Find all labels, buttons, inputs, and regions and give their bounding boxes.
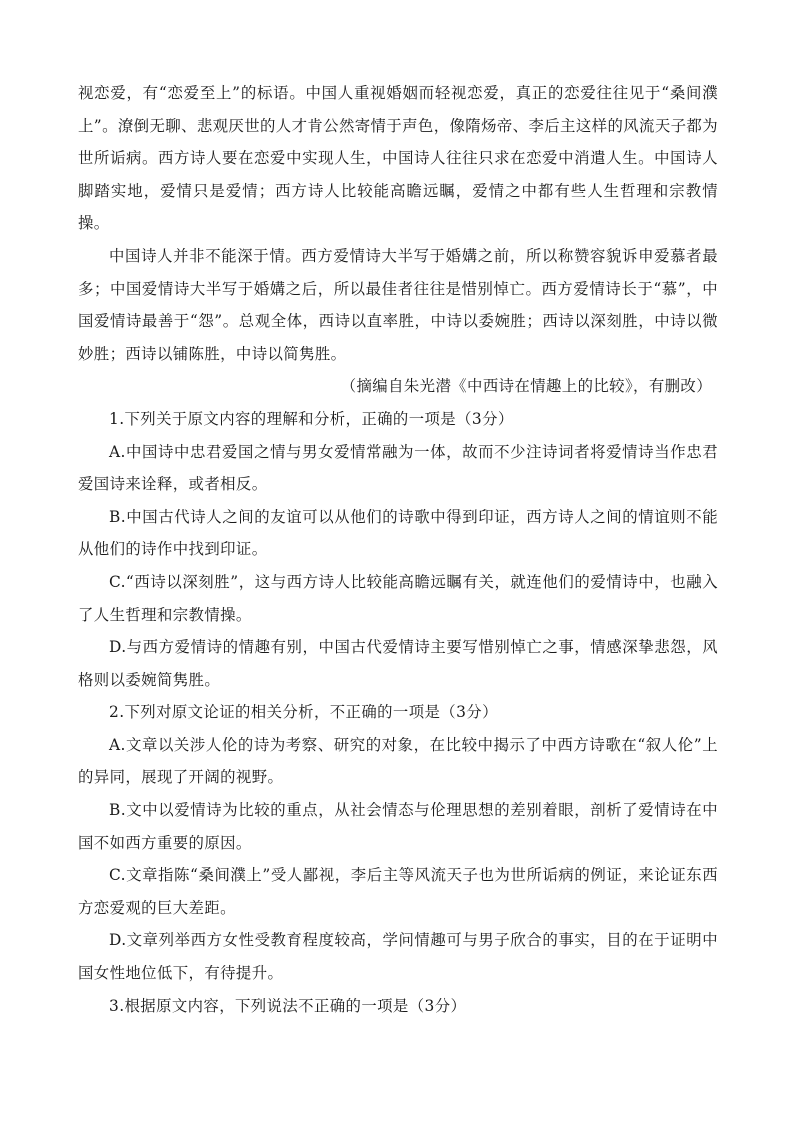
question-2-option-c: C.文章指陈“桑间濮上”受人鄙视，李后主等风流天子也为世所诟病的例证，来论证东西方恋爱观的巨大差距。 bbox=[78, 866, 718, 917]
question-1-option-c: C.“西诗以深刻胜”，这与西方诗人比较能高瞻远瞩有关，就连他们的爱情诗中，也融入了人生哲理和宗教情操。 bbox=[78, 572, 718, 624]
document-page bbox=[78, 77, 718, 1022]
question-2-option-d: D.文章列举西方女性受教育程度较高，学问情趣可与男子欣合的事实，目的在于证明中国女性地位低下，有待提升。 bbox=[78, 931, 718, 983]
question-2-option-b: B.文中以爱情诗为比较的重点，从社会情态与伦理思想的差别着眼，剖析了爱情诗在中国不如西方重要的原因。 bbox=[78, 801, 718, 852]
question-1-option-a: A.中国诗中忠君爱国之情与男女爱情常融为一体，故而不少注诗词者将爱情诗当作忠君爱国诗来诠释，或者相反。 bbox=[78, 442, 718, 494]
question-1-option-b: B.中国古代诗人之间的友谊可以从他们的诗歌中得到印证，西方诗人之间的情谊则不能从他们的诗作中找到印证。 bbox=[78, 507, 718, 559]
passage-source: （摘编自朱光潜《中西诗在情趣上的比较》，有删改） bbox=[340, 377, 712, 396]
question-2-option-a: A.文章以关涉人伦的诗为考察、研究的对象，在比较中揭示了中西方诗歌在“叙人伦”上的异同，展现了开阔的视野。 bbox=[78, 735, 718, 787]
passage-paragraph-2: 中国诗人并非不能深于情。西方爱情诗大半写于婚媾之前，所以称赞容貌诉申爱慕者最多；中国爱情诗大半写于婚媾之后，所以最佳者往往是惜别悼亡。西方爱情诗长于“慕”，中国爱情诗最善于“怨”。总观全体，西诗以直率胜，中诗以委婉胜；西诗以深刻胜，中诗以微妙胜；西诗以铺陈胜，中诗以简隽胜。 bbox=[78, 246, 718, 363]
question-3-stem: 3.根据原文内容，下列说法不正确的一项是（3分） bbox=[109, 996, 467, 1015]
question-1-stem: 1.下列关于原文内容的理解和分析，正确的一项是（3分） bbox=[109, 409, 514, 428]
question-1-option-d: D.与西方爱情诗的情趣有别，中国古代爱情诗主要写惜别悼亡之事，情感深挚悲怨，风格则以委婉简隽胜。 bbox=[78, 638, 718, 689]
question-2-stem: 2.下列对原文论证的相关分析，不正确的一项是（3分） bbox=[109, 703, 498, 722]
passage-paragraph-1: 视恋爱，有“恋爱至上”的标语。中国人重视婚姻而轻视恋爱，真正的恋爱往往见于“桑间濮上”。潦倒无聊、悲观厌世的人才肯公然寄情于声色，像隋炀帝、李后主这样的风流天子都为世所诟病。西方诗人要在恋爱中实现人生，中国诗人往往只求在恋爱中消遣人生。中国诗人脚踏实地，爱情只是爱情；西方诗人比较能高瞻远瞩，爱情之中都有些人生哲理和宗教情操。 bbox=[78, 84, 718, 233]
